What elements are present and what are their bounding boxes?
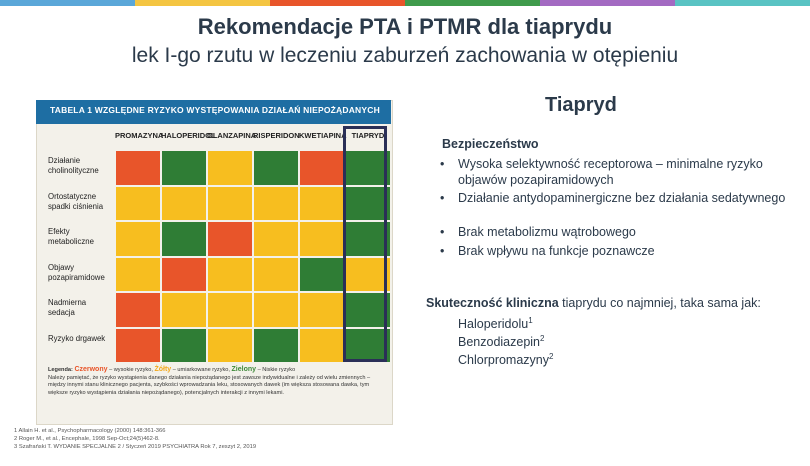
- risk-cell-yellow: [115, 257, 161, 293]
- bullet-text: Brak metabolizmu wątrobowego: [458, 225, 636, 239]
- stripe-segment: [675, 0, 810, 6]
- risk-cell-yellow: [207, 150, 253, 186]
- reference-1: 1 Allain H. et al., Psychopharmacology (2000) 148:361-366: [14, 428, 166, 434]
- risk-cell-red: [115, 150, 161, 186]
- bullet-text: Brak wpływu na funkcje poznawcze: [458, 244, 655, 258]
- risk-cell-yellow: [115, 221, 161, 257]
- row-label: Objawy pozapiramidowe: [48, 262, 105, 282]
- bullet-text: Wysoka selektywność receptorowa – minimalne ryzyko objawów pozapiramidowych: [458, 157, 763, 187]
- column-header-haloperidol: HALOPERIDOL: [161, 131, 216, 140]
- row-label: Ryzyko drgawek: [48, 333, 106, 343]
- risk-cell-green: [161, 150, 207, 186]
- legend-green-desc: – Niskie ryzyko: [257, 367, 296, 373]
- risk-cell-yellow: [253, 186, 299, 222]
- drug-ref: 2: [540, 334, 545, 343]
- legend-red-word: Czerwony: [74, 366, 108, 373]
- risk-cell-yellow: [115, 186, 161, 222]
- bullet-icon: •: [440, 191, 445, 205]
- risk-cell-yellow: [253, 292, 299, 328]
- column-header-kwetiapina: KWETIAPINA: [299, 131, 347, 140]
- risk-cell-yellow: [207, 292, 253, 328]
- column-header-risperidon: RISPERIDON: [253, 131, 300, 140]
- stripe-segment: [405, 0, 540, 6]
- comparator-drug: [458, 316, 533, 331]
- risk-cell-red: [115, 292, 161, 328]
- risk-cell-red: [115, 328, 161, 364]
- risk-cell-yellow: [253, 257, 299, 293]
- table-legend: [48, 366, 383, 397]
- tiapryd-highlight-frame: [343, 126, 387, 362]
- stripe-segment: [540, 0, 675, 6]
- legend-red-desc: – wysokie ryzyko,: [109, 367, 153, 373]
- risk-cell-yellow: [299, 292, 345, 328]
- references: [14, 427, 256, 451]
- slide-subtitle: lek I-go rzutu w leczeniu zaburzeń zachowania w otępieniu: [131, 44, 679, 67]
- row-label: Nadmierna sedacja: [48, 298, 87, 317]
- stripe-segment: [0, 0, 135, 6]
- risk-cell-yellow: [299, 221, 345, 257]
- drug-name: Haloperidolu: [458, 317, 529, 332]
- column-header-promazyna: PROMAZYNA: [115, 131, 164, 140]
- efficacy-bold: Skuteczność kliniczna: [426, 296, 559, 310]
- reference-2: 2 Roger M., et al., Encephale, 1998 Sep-Oct;24(5)462-8.: [14, 436, 160, 442]
- row-label: Ortostatyczne spadki ciśnienia: [48, 191, 104, 211]
- top-color-stripe: [0, 0, 810, 6]
- legend-yellow-desc: – umiarkowane ryzyko,: [172, 367, 230, 373]
- table-title: TABELA 1 WZGLĘDNE RYZYKO WYSTĘPOWANIA DZIAŁAŃ NIEPOŻĄDANYCH: [50, 105, 380, 115]
- risk-cell-yellow: [207, 186, 253, 222]
- risk-cell-red: [207, 221, 253, 257]
- slide-title: Rekomendacje PTA i PTMR dla tiaprydu: [197, 14, 613, 39]
- stripe-segment: [270, 0, 405, 6]
- row-label: Działanie cholinolityczne: [48, 156, 99, 175]
- risk-cell-green: [161, 221, 207, 257]
- column-header-olanzapina: OLANZAPINA: [207, 131, 257, 140]
- risk-cell-yellow: [299, 328, 345, 364]
- reference-3: 3 Szafrański T. WYDANIE SPECJALNE 2 / Styczeń 2019 PSYCHIATRA Rok 7, zeszyt 2, 2019: [14, 444, 257, 450]
- efficacy-line: [426, 296, 761, 310]
- drug-name: Benzodiazepin: [458, 335, 541, 350]
- bullet-icon: •: [440, 225, 445, 239]
- risk-cell-green: [253, 150, 299, 186]
- risk-cell-yellow: [161, 292, 207, 328]
- column-header-tiapryd: TIAPRYD: [351, 131, 385, 140]
- bullet-icon: •: [440, 244, 445, 258]
- drug-ref: 2: [549, 352, 554, 361]
- drug-ref: 1: [528, 316, 533, 325]
- bullet-text: Działanie antydopaminergiczne bez działania sedatywnego: [458, 191, 786, 205]
- risk-cell-yellow: [161, 186, 207, 222]
- legend-yellow-word: Żółty: [154, 366, 172, 373]
- drug-name: Chlorpromazyny: [458, 353, 550, 368]
- risk-cell-green: [299, 257, 345, 293]
- comparator-drug: [458, 334, 544, 349]
- risk-cell-yellow: [299, 186, 345, 222]
- row-label: Efekty metaboliczne: [48, 227, 94, 246]
- risk-cell-yellow: [207, 328, 253, 364]
- risk-cell-green: [161, 328, 207, 364]
- risk-cell-red: [299, 150, 345, 186]
- comparator-drug: [458, 352, 553, 367]
- legend-prefix: Legenda:: [48, 367, 73, 373]
- efficacy-rest: tiaprydu co najmniej, taka sama jak:: [558, 296, 761, 310]
- risk-cell-red: [161, 257, 207, 293]
- risk-cell-yellow: [207, 257, 253, 293]
- table-title-band: [36, 100, 391, 124]
- legend-note: Należy pamiętać, że ryzyko wystąpienia danego działania niepożądanego jest zawsze indywidualne i zależy od wielu zmiennych – między innymi stanu klinicznego pacjenta, szybkości wprowadzania leku, stosowanych dawek (im większa stosowana dawka, tym większe ryzyko wystąpienia działania niepożądanego), potencjalnych interakcji z innymi lekami.: [48, 374, 371, 396]
- safety-heading: Bezpieczeństwo: [442, 137, 539, 151]
- legend-green-word: Zielony: [231, 366, 257, 373]
- stripe-segment: [135, 0, 270, 6]
- risk-cell-yellow: [253, 221, 299, 257]
- bullet-icon: •: [440, 157, 445, 171]
- risk-cell-green: [253, 328, 299, 364]
- drug-title: Tiapryd: [545, 94, 617, 116]
